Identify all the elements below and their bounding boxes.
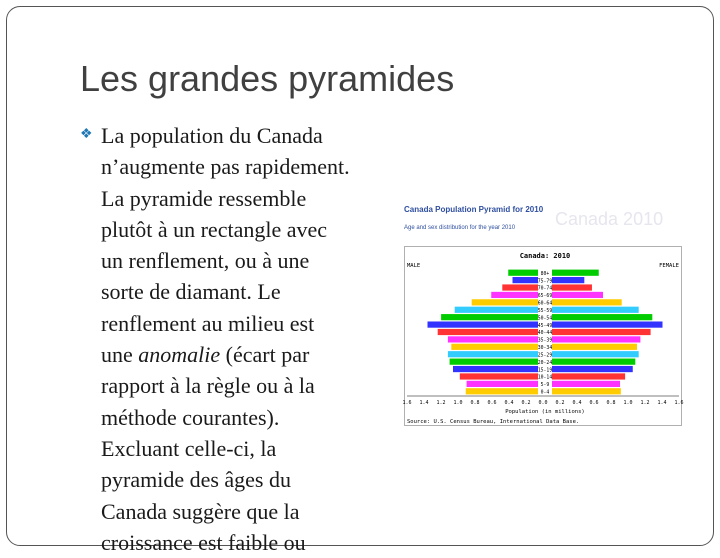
age-group-label: 30-34	[537, 346, 553, 352]
age-group-label: 35-39	[537, 338, 553, 344]
male-bar	[460, 373, 538, 379]
male-bar	[513, 277, 539, 283]
female-bar	[552, 366, 633, 372]
figure-ghost-text: Canada 2010	[555, 209, 664, 229]
figure-source: Source: U.S. Census Bureau, International Data Base.	[407, 419, 580, 425]
male-bar	[451, 344, 538, 350]
bullet-fragment: une	[101, 342, 139, 368]
male-bar	[491, 292, 538, 298]
female-label: FEMALE	[659, 263, 679, 269]
age-group-label: 5-9	[540, 383, 550, 389]
age-group-label: 65-69	[537, 294, 553, 300]
age-group-label: 15-19	[537, 368, 553, 374]
female-bar	[552, 321, 663, 327]
female-bar	[552, 307, 639, 313]
x-tick-label: 1.0	[623, 400, 633, 406]
female-bar	[552, 388, 621, 394]
age-group-label: 0-4	[540, 390, 550, 396]
female-bar	[552, 314, 652, 320]
female-bar	[552, 284, 592, 290]
age-group-label: 20-24	[537, 360, 553, 366]
male-bar	[466, 388, 538, 394]
male-bar	[502, 284, 538, 290]
male-bar	[508, 270, 538, 276]
bullet-line: renflement au milieu est	[101, 310, 315, 336]
female-bar	[552, 329, 651, 335]
bullet-line: croissance est faible ou	[101, 529, 306, 555]
female-bar	[552, 351, 639, 357]
x-tick-label: 0.0	[538, 400, 548, 406]
x-tick-label: 0.4	[572, 400, 582, 406]
x-tick-label: 0.2	[555, 400, 565, 406]
chart-box	[404, 246, 682, 426]
pyramid-figure	[399, 197, 684, 430]
female-bar	[552, 381, 620, 387]
female-bar	[552, 292, 603, 298]
bullet-line: un renflement, ou à une	[101, 248, 310, 274]
x-tick-label: 0.8	[470, 400, 480, 406]
x-tick-label: 1.2	[640, 400, 650, 406]
emphasis-word: anomalie	[138, 342, 221, 368]
male-bar	[472, 299, 538, 305]
figure-heading: Canada Population Pyramid for 2010	[404, 205, 544, 214]
age-group-label: 40-44	[537, 331, 553, 337]
age-group-label: 55-59	[537, 308, 553, 314]
age-group-label: 25-29	[537, 353, 553, 359]
female-bar	[552, 270, 599, 276]
male-bar	[438, 329, 538, 335]
bullet-line: plutôt à un rectangle avec	[101, 216, 328, 242]
x-tick-label: 0.8	[606, 400, 616, 406]
female-bar	[552, 277, 584, 283]
age-group-label: 50-54	[537, 316, 553, 322]
bullet-line: n’augmente pas rapidement.	[101, 154, 350, 180]
x-tick-label: 1.6	[402, 400, 412, 406]
bullet-line: La pyramide ressemble	[101, 185, 307, 211]
figure-subheading: Age and sex distribution for the year 2010	[404, 225, 516, 231]
slide-title: Les grandes pyramides	[80, 58, 455, 99]
age-group-label: 10-14	[537, 375, 553, 381]
age-group-label: 45-49	[537, 323, 553, 329]
female-bar	[552, 344, 637, 350]
age-group-label: 70-74	[537, 286, 553, 292]
male-bar	[428, 321, 539, 327]
x-tick-label: 1.4	[419, 400, 429, 406]
bullet-line: méthode courantes).	[101, 404, 280, 430]
male-bar	[441, 314, 538, 320]
age-group-label: 75-79	[537, 279, 553, 285]
bullet-fragment: (écart par	[220, 342, 310, 368]
age-group-label: 60-64	[537, 301, 553, 307]
x-axis-label: Population (in millions)	[505, 409, 585, 415]
x-tick-label: 0.2	[521, 400, 531, 406]
bullet-line: Canada suggère que la	[101, 498, 300, 524]
male-bar	[453, 366, 538, 372]
male-bar	[467, 381, 538, 387]
bullet-line: sorte de diamant. Le	[101, 279, 281, 305]
bullet-text	[101, 120, 401, 558]
x-tick-label: 1.2	[436, 400, 446, 406]
x-tick-label: 0.6	[589, 400, 599, 406]
bullet-line-mixed	[101, 339, 401, 370]
male-bar	[448, 336, 538, 342]
male-bar	[450, 359, 538, 365]
bullet-line: Excluant celle-ci, la	[101, 435, 277, 461]
male-label: MALE	[407, 263, 421, 269]
female-bar	[552, 373, 625, 379]
female-bar	[552, 299, 622, 305]
female-bar	[552, 336, 640, 342]
male-bar	[455, 307, 538, 313]
bullet-icon: ❖	[80, 125, 93, 141]
chart-title: Canada: 2010	[519, 252, 571, 260]
x-tick-label: 0.4	[504, 400, 514, 406]
x-tick-label: 1.0	[453, 400, 463, 406]
female-bar	[552, 359, 635, 365]
male-bar	[448, 351, 538, 357]
population-pyramid-chart	[402, 247, 684, 425]
x-tick-label: 1.4	[657, 400, 667, 406]
x-tick-label: 0.6	[487, 400, 497, 406]
bullet-line: rapport à la règle ou à la	[101, 373, 315, 399]
bullet-line: La population du Canada	[101, 123, 323, 148]
x-tick-label: 1.6	[674, 400, 684, 406]
bullet-line: pyramide des âges du	[101, 467, 291, 493]
age-group-label: 80+	[540, 271, 550, 277]
